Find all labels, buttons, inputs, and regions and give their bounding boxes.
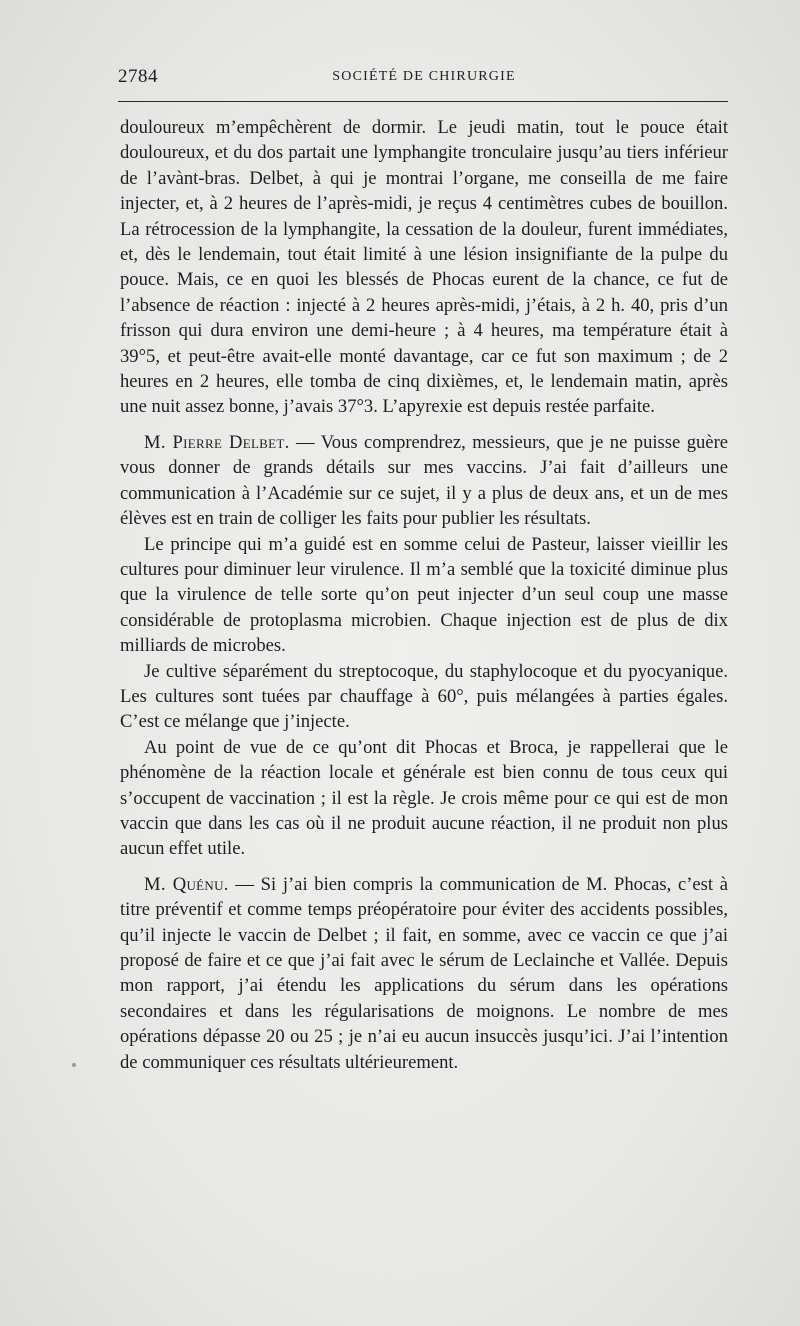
header-rule bbox=[118, 101, 728, 102]
paragraph-text: — Si j’ai bien compris la communication de M. Phocas, c’est à titre préventif et comme temps préopératoire pour éviter des accidents possibles, qu’il injecte le vaccin de Delbet ; il fait, en somme, avec ce vaccin ce que j’ai proposé de faire et ce que j’ai fait avec le sérum de Leclainche et Vallée. Depuis mon rapport, j’ai étendu les applications du sérum dans les opérations secondaires et dans les régularisations de moignons. Le nombre de mes opérations dépasse 20 ou 25 ; je n’ai eu aucun insuccès jusqu’ici. J’ai l’intention de communiquer ces résultats ultérieurement. bbox=[120, 873, 728, 1073]
speaker-name: M. Quénu. bbox=[144, 873, 229, 895]
paragraph-cultures: Je cultive séparément du streptocoque, du staphylocoque et du pyocyanique. Les cultures sont tuées par chauffage à 60°, puis mélangées à parties égales. C’est ce mélange que j’injecte. bbox=[120, 660, 728, 733]
paper-speck bbox=[72, 1063, 76, 1067]
paragraph-quenu bbox=[120, 872, 728, 1075]
page-number: 2784 bbox=[118, 66, 158, 87]
paragraph-reaction: Au point de vue de ce qu’ont dit Phocas et Broca, je rappellerai que le phénomène de la réaction locale et générale est bien connu de tous ceux qui s’occupent de vaccination ; il est la règle. Je crois même pour ce qui est de mon vaccin que dans les cas où il ne produit aucune réaction, il ne produit non plus aucun effet utile. bbox=[120, 736, 728, 860]
body-text bbox=[120, 115, 728, 1075]
speaker-name: M. Pierre Delbet. bbox=[144, 431, 290, 453]
page-header bbox=[118, 66, 730, 92]
paragraph-principle: Le principe qui m’a guidé est en somme celui de Pasteur, laisser vieillir les cultures pour diminuer leur virulence. Il m’a semblé que la toxicité diminue plus que la virulence de telle sorte qu’on peut injecter d’un seul coup une masse considérable de protoplasma microbien. Chaque injection est de plus de dix milliards de microbes. bbox=[120, 533, 728, 657]
paragraph-text: — Vous comprendrez, messieurs, que je ne puisse guère vous donner de grands détails sur mes vaccins. J’ai fait d’ailleurs une communication à l’Académie sur ce sujet, il y a plus de deux ans, et un de mes élèves est en train de colliger les faits pour publier les résultats. bbox=[120, 431, 729, 530]
running-head: SOCIÉTÉ DE CHIRURGIE bbox=[332, 69, 516, 84]
paragraph-delbet bbox=[120, 430, 728, 532]
paragraph-continuation: douloureux m’empêchèrent de dormir. Le jeudi matin, tout le pouce était douloureux, et du dos partait une lymphangite tronculaire jusqu’au tiers inférieur de l’avànt-bras. Delbet, à qui je montrai l’organe, me conseilla de me faire injecter, et, à 2 heures de l’après-midi, je reçus 4 centimètres cubes de bouillon. La rétrocession de la lymphangite, la cessation de la douleur, furent immédiates, et, dès le lendemain, tout était limité à une lésion insignifiante de la pulpe du pouce. Mais, ce en quoi les blessés de Phocas eurent de la chance, ce fut de l’absence de réaction : injecté à 2 heures après-midi, j’étais, à 2 h. 40, pris d’un frisson qui dura environ une demi-heure ; à 4 heures, ma température était à 39°5, et peut-être avait-elle monté davantage, car ce fut son maximum ; de 2 heures en 2 heures, elle tomba de cinq dixièmes, et, le lendemain matin, après une nuit assez bonne, j’avais 37°3. L’apyrexie est depuis restée parfaite. bbox=[120, 117, 728, 418]
